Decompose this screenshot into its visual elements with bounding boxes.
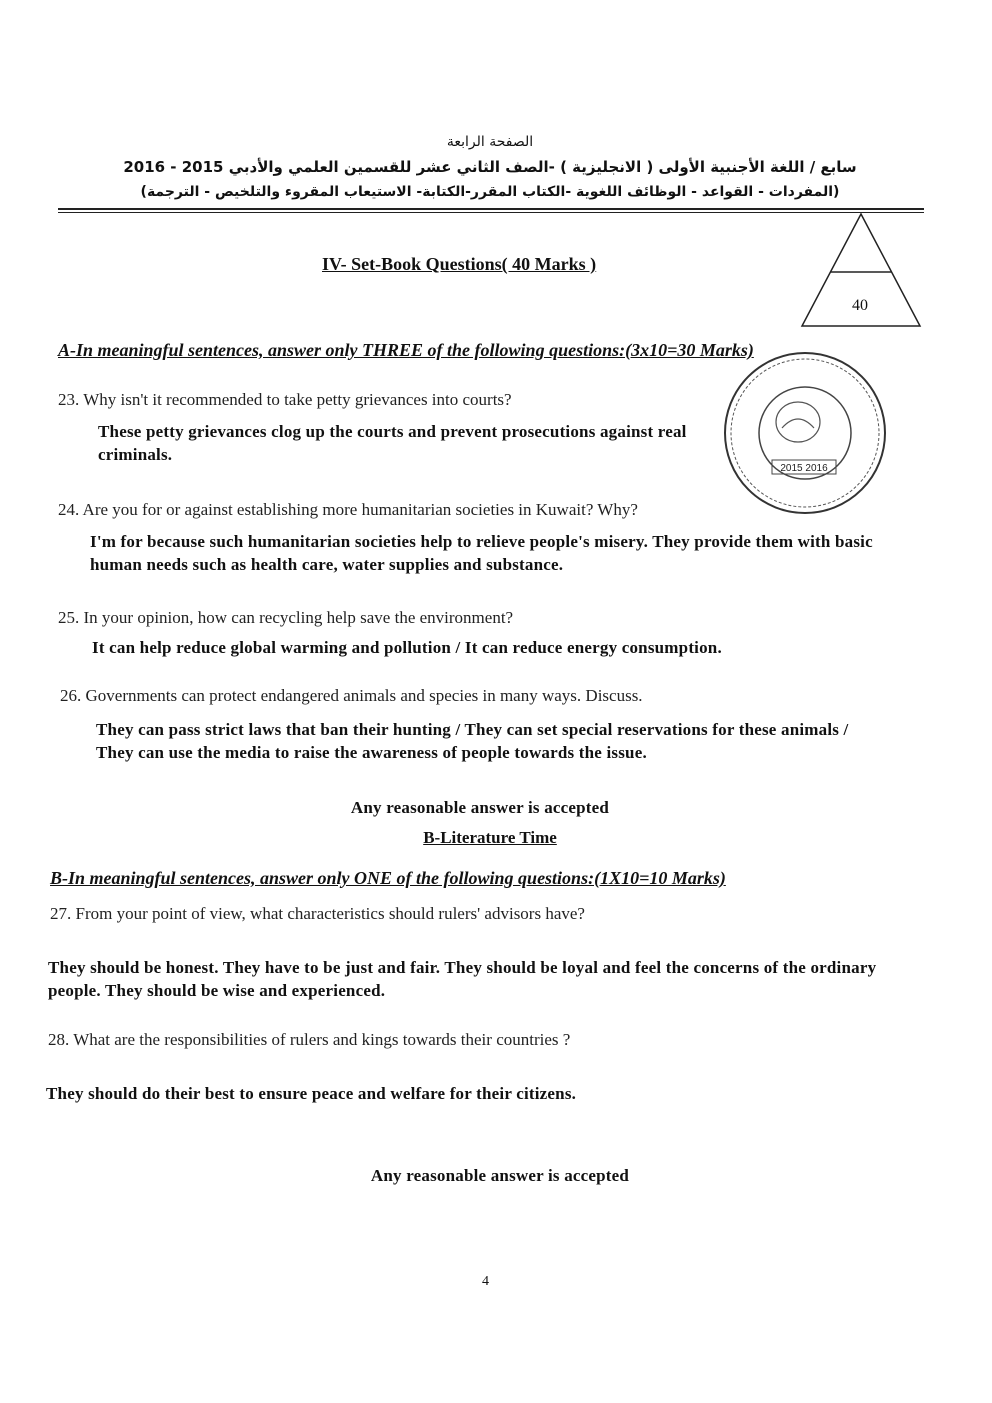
marks-box-value: 40 xyxy=(852,297,868,314)
part-b-instruction: B-In meaningful sentences, answer only ONE of the following questions:(1X10=10 Marks) xyxy=(50,868,726,888)
header-divider xyxy=(58,208,924,210)
official-seal xyxy=(722,350,888,516)
marks-triangle xyxy=(800,212,922,330)
question-25: 25. In your opinion, how can recycling help save the environment? xyxy=(58,608,514,627)
answer-23: These petty grievances clog up the courts and prevent prosecutions against real criminals. xyxy=(98,422,687,464)
question-24: 24. Are you for or against establishing more humanitarian societies in Kuwait? Why? xyxy=(58,500,638,519)
answer-27: They should be honest. They have to be just and fair. They should be loyal and feel the concerns of the ordinary people. They should be wise and experienced. xyxy=(48,958,877,1000)
section-title: IV- Set-Book Questions( 40 Marks ) xyxy=(322,254,597,274)
part-a-instruction: A-In meaningful sentences, answer only THREE of the following questions:(3x10=30 Marks) xyxy=(58,340,754,360)
answer-24: I'm for because such humanitarian societies help to relieve people's misery. They provide them with basic human needs such as health care, water supplies and substance. xyxy=(90,532,873,574)
header-divider-thin xyxy=(58,212,924,213)
seal-years: 2015 2016 xyxy=(780,463,828,474)
answer-25: It can help reduce global warming and pollution / It can reduce energy consumption. xyxy=(92,638,722,657)
part-b-title: B-Literature Time xyxy=(423,828,557,847)
question-23: 23. Why isn't it recommended to take petty grievances into courts? xyxy=(58,390,512,409)
part-a-note: Any reasonable answer is accepted xyxy=(350,798,610,817)
part-b-note: Any reasonable answer is accepted xyxy=(370,1166,630,1185)
question-27: 27. From your point of view, what characteristics should rulers' advisors have? xyxy=(50,904,585,923)
answer-28: They should do their best to ensure peace and welfare for their citizens. xyxy=(46,1084,577,1103)
header-course-line: سابع / اللغة الأجنبية الأولى ( الانجليزية ) -الصف الثاني عشر للقسمين العلمي والأدبي 2015 - 2016 xyxy=(123,158,857,176)
answer-26: They can pass strict laws that ban their hunting / They can set special reservations for these animals / They can use the media to raise the awareness of people towards the issue. xyxy=(96,720,849,762)
page-number: 4 xyxy=(482,1274,489,1289)
header-topics-line: (المفردات - القواعد - الوظائف اللغوية -الكتاب المقرر-الكتابة- الاستيعاب المقروء والتلخيص - الترجمة) xyxy=(140,184,840,200)
question-28: 28. What are the responsibilities of rulers and kings towards their countries ? xyxy=(48,1030,571,1049)
header-page-label: الصفحة الرابعة xyxy=(446,134,534,150)
question-26: 26. Governments can protect endangered animals and species in many ways. Discuss. xyxy=(60,686,643,705)
